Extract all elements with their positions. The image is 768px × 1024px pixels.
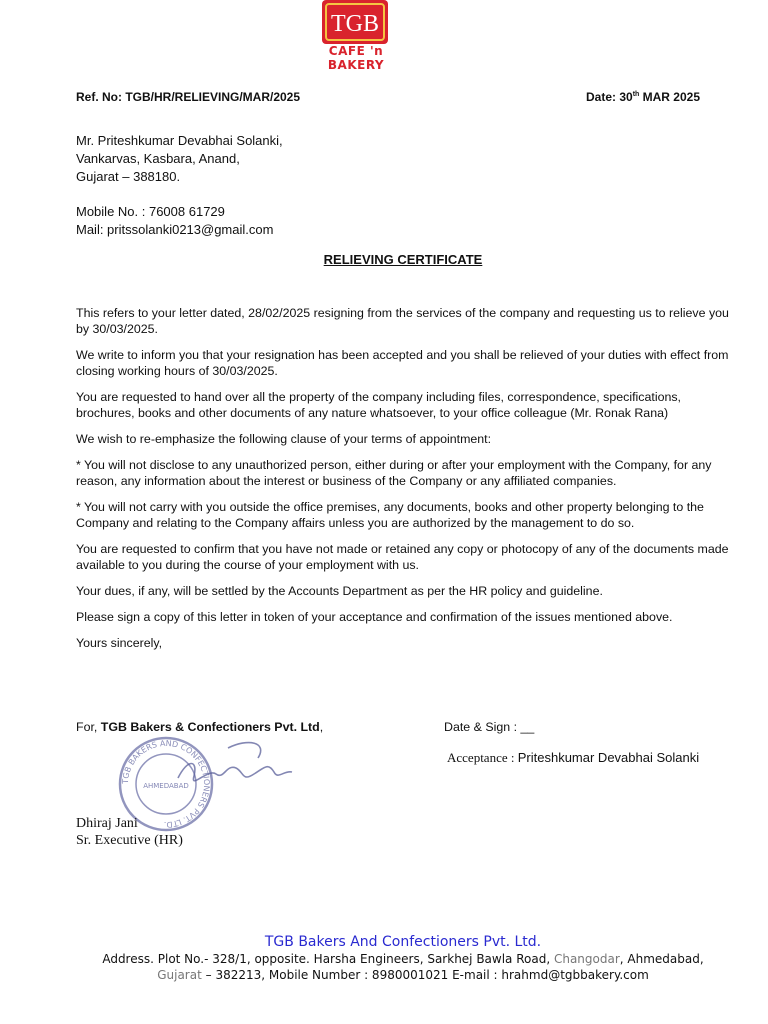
recipient-email: Mail: pritssolanki0213@gmail.com	[76, 222, 274, 237]
company-logo	[300, 0, 412, 72]
date-and-sign-field: Date & Sign : __	[444, 720, 535, 734]
footer-address-line: Address. Plot No.- 328/1, opposite. Harsha Engineers, Sarkhej Bawla Road, Changodar, Ahmedabad,	[102, 952, 704, 966]
signatory-title: Sr. Executive (HR)	[76, 833, 183, 848]
recipient-mobile: Mobile No. : 76008 61729	[76, 204, 225, 219]
body-paragraph: * You will not disclose to any unauthorized person, either during or after your employment with the Company, for any reason, any information about the interest or business of the Company or any affiliated companies.	[76, 458, 712, 488]
company-name: TGB Bakers & Confectioners Pvt. Ltd	[100, 720, 320, 734]
footer-company-name: TGB Bakers And Confectioners Pvt. Ltd.	[264, 934, 542, 950]
logo-text: TGB	[331, 11, 379, 37]
signatory-name: Dhiraj Jani	[76, 816, 138, 831]
body-paragraph: We write to inform you that your resignation has been accepted and you shall be relieved of your duties with effect from closing working hours of 30/03/2025.	[76, 348, 729, 378]
for-company-line: For, TGB Bakers & Confectioners Pvt. Ltd,	[76, 720, 324, 734]
reference-number: Ref. No: TGB/HR/RELIEVING/MAR/2025	[76, 90, 301, 104]
body-paragraph: You are requested to confirm that you have not made or retained any copy or photocopy of any of the documents made available to you during the course of your employment with us.	[76, 542, 729, 572]
body-paragraph: Your dues, if any, will be settled by the Accounts Department as per the HR policy and guideline.	[76, 584, 603, 598]
seal-outer-text: TGB BAKERS AND CONFECTIONERS PVT. LTD.	[120, 738, 212, 830]
letter-date: Date: 30th MAR 2025	[586, 90, 700, 104]
logo-emblem	[322, 0, 388, 44]
letter-body	[76, 305, 738, 661]
footer-contact-line: Gujarat – 382213, Mobile Number : 8980001021 E-mail : hrahmd@tgbbakery.com	[157, 968, 649, 982]
body-paragraph: This refers to your letter dated, 28/02/2025 resigning from the services of the company and requesting us to relieve you by 30/03/2025.	[76, 306, 729, 336]
body-paragraph: * You will not carry with you outside the office premises, any documents, books and other property belonging to the Company and relating to the Company affairs unless you are authorized by the management to do so.	[76, 500, 704, 530]
recipient-name: Mr. Priteshkumar Devabhai Solanki,	[76, 133, 283, 148]
document-title: RELIEVING CERTIFICATE	[323, 252, 483, 267]
logo-tagline: CAFE 'n BAKERY	[327, 44, 385, 72]
acceptance-line: Acceptance : Priteshkumar Devabhai Solanki	[447, 750, 700, 765]
body-paragraph: You are requested to hand over all the property of the company including files, correspondence, specifications, brochures, books and other documents of any nature whatsoever, to your office colleague (Mr. Ronak Rana)	[76, 390, 681, 420]
body-paragraph: Please sign a copy of this letter in token of your acceptance and confirmation of the issues mentioned above.	[76, 610, 673, 624]
body-paragraph: We wish to re-emphasize the following clause of your terms of appointment:	[76, 432, 492, 446]
acceptance-name: Priteshkumar Devabhai Solanki	[517, 750, 700, 765]
seal-inner-text: AHMEDABAD	[143, 782, 189, 790]
closing-salutation: Yours sincerely,	[76, 636, 163, 650]
address-line: Vankarvas, Kasbara, Anand,	[76, 151, 240, 166]
signatory-block	[76, 815, 183, 849]
address-line: Gujarat – 388180.	[76, 169, 181, 184]
recipient-contact	[76, 203, 273, 239]
recipient-address	[76, 132, 283, 186]
